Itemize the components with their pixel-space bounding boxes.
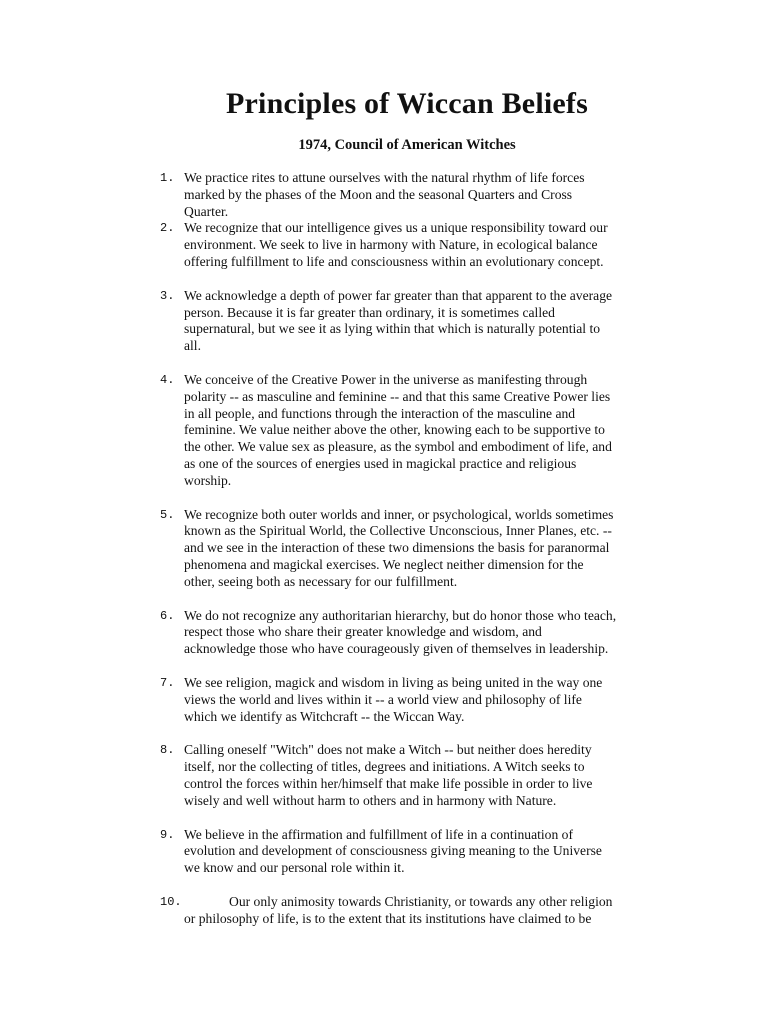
principle-text: Calling oneself "Witch" does not make a Witch -- but neither does heredity itself, nor the collecting of titles, degrees and initiations. A Witch seeks to control the forces within her/himself that make life possible in order to live wisely and well without harm to others and in harmony with Nature.	[184, 742, 593, 808]
principle-item-9	[0, 827, 768, 877]
principle-number: 4.	[160, 372, 175, 387]
principle-item-8	[0, 742, 768, 809]
principle-number: 7.	[160, 675, 175, 690]
principle-text: Our only animosity towards Christianity, or towards any other religion or philosophy of life, is to the extent that its institutions have claimed to be	[184, 893, 613, 926]
principle-text: We see religion, magick and wisdom in living as being united in the way one views the world and lives within it -- a world view and philosophy of life which we identify as Witchcraft -- the Wiccan Way.	[184, 674, 603, 724]
principle-item-10	[0, 894, 768, 928]
principle-text: We practice rites to attune ourselves with the natural rhythm of life forces marked by the phases of the Moon and the seasonal Quarters and Cross Quarter.	[184, 170, 585, 219]
principle-item-4	[0, 372, 768, 490]
principle-number: 10.	[160, 894, 182, 909]
principle-text: We conceive of the Creative Power in the universe as manifesting through polarity -- as masculine and feminine -- and that this same Creative Power lies in all people, and functions through the interaction of the masculine and feminine. We value neither above the other, knowing each to be supportive to the other. We value sex as pleasure, as the symbol and embodiment of life, and as one of the sources of energies used in magickal practice and religious worship.	[184, 371, 612, 488]
principle-item-7	[0, 675, 768, 725]
principle-number: 8.	[160, 743, 175, 758]
principle-text: We recognize that our intelligence gives us a unique responsibility toward our environment. We seek to live in harmony with Nature, in ecological balance offering fulfillment to life and consciousness within an evolutionary concept.	[184, 220, 608, 269]
document-subtitle: 1974, Council of American Witches	[298, 137, 516, 153]
principle-item-2	[0, 220, 768, 270]
principle-item-6	[0, 608, 768, 658]
principle-text: We believe in the affirmation and fulfillment of life in a continuation of evolution and development of consciousness giving meaning to the Universe we know and our personal role within it.	[184, 826, 602, 876]
principle-text: We recognize both outer worlds and inner, or psychological, worlds sometimes known as the Spiritual World, the Collective Unconscious, Inner Planes, etc. -- and we see in the interaction of these two dimensions the basis for paranormal phenomena and magickal exercises. We neglect neither dimension for the other, seeing both as necessary for our fulfillment.	[184, 506, 614, 589]
principles-list	[0, 170, 768, 927]
principle-number: 1.	[160, 171, 175, 185]
principle-item-1	[0, 170, 768, 220]
principle-number: 5.	[160, 507, 175, 522]
principle-text: We acknowledge a depth of power far greater than that apparent to the average person. Because it is far greater than ordinary, it is sometimes called supernatural, but we see it as lying within that which is naturally potential to all.	[184, 287, 613, 354]
principle-number: 6.	[160, 608, 175, 623]
principle-item-3	[0, 288, 768, 355]
principle-number: 9.	[160, 827, 175, 842]
principle-number: 2.	[160, 221, 175, 236]
document-title: Principles of Wiccan Beliefs	[226, 87, 588, 120]
principle-text: We do not recognize any authoritarian hierarchy, but do honor those who teach, respect those who share their greater knowledge and wisdom, and acknowledge those who have courageously given of themselves in leadership.	[184, 607, 617, 657]
principle-item-5	[0, 507, 768, 591]
principle-number: 3.	[160, 288, 175, 303]
